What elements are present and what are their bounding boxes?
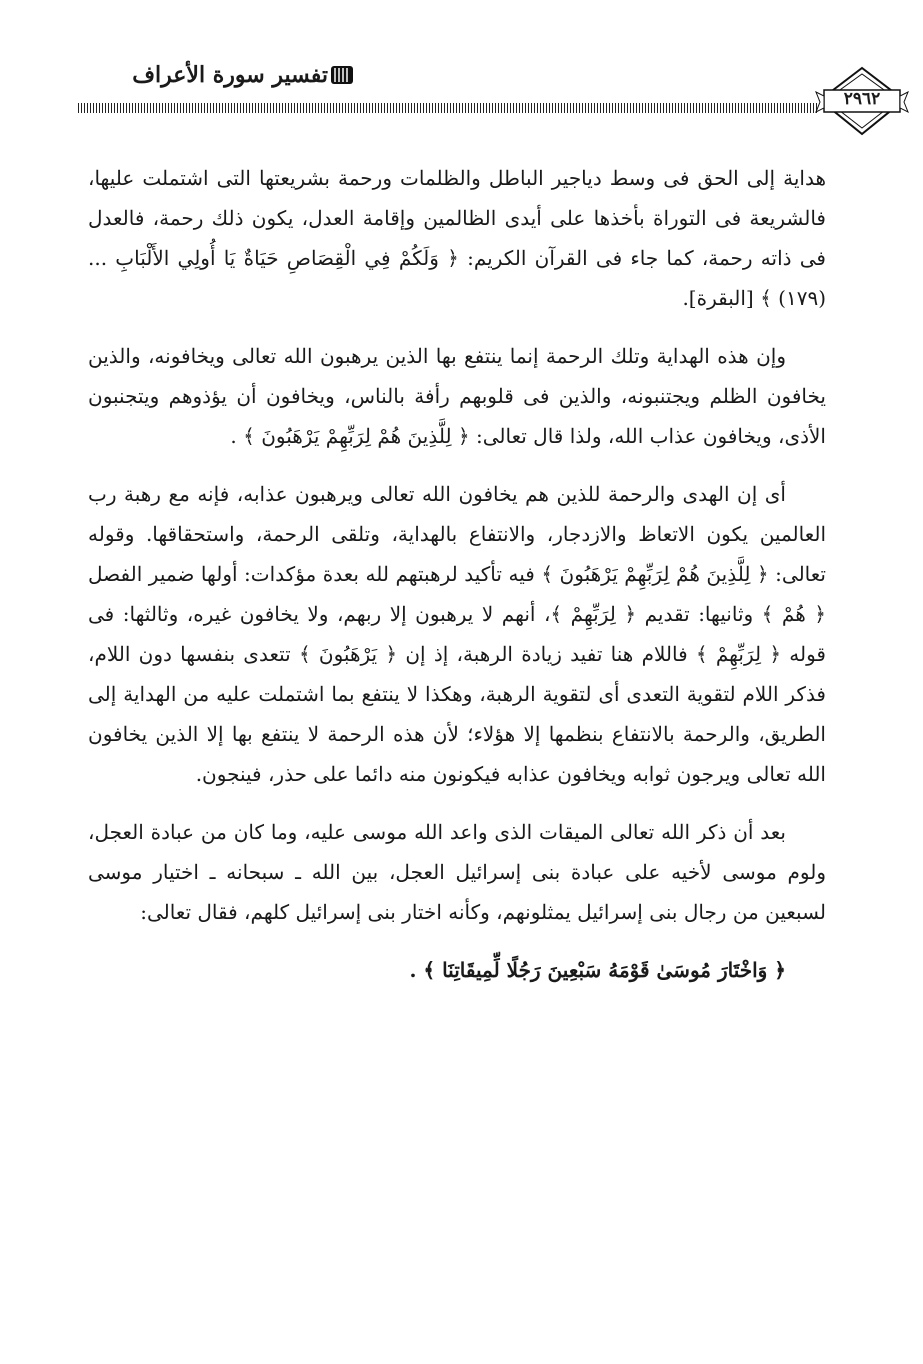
page-number-badge	[812, 62, 912, 142]
running-header-title: تفسير سورة الأعراف	[132, 62, 328, 88]
paragraph-2: وإن هذه الهداية وتلك الرحمة إنما ينتفع بها الذين يرهبون الله تعالى ويخافونه، والذين يخافون الظلم ويجتنبونه، والذين فى قلوبهم رأفة بالناس، ويخافون أن يؤذوهم ويتجنبون الأذى، ويخافون عذاب الله، ولذا قال تعالى: ﴿ لِلَّذِينَ هُمْ لِرَبِّهِمْ يَرْهَبُونَ ﴾ .	[88, 344, 826, 448]
paragraph-1: هداية إلى الحق فى وسط دياجير الباطل والظلمات ورحمة بشريعتها التى اشتملت عليها، فالشريعة فى التوراة بأخذها على أيدى الظالمين وإقامة العدل، يكون ذلك رحمة، فالعدل فى ذاته رحمة، كما جاء فى القرآن الكريم: ﴿ وَلَكُمْ فِي الْقِصَاصِ حَيَاةٌ يَا أُولِي الأَلْبَابِ ... (١٧٩) ﴾ [البقرة].	[88, 166, 826, 310]
page-number: ٢٩٦٢	[843, 89, 881, 109]
paragraph-4: بعد أن ذكر الله تعالى الميقات الذى واعد الله موسى عليه، وما كان من عبادة العجل، ولوم موسى لأخيه على عبادة بنى إسرائيل العجل، بين الله ـ سبحانه ـ اختيار موسى لسبعين من رجال بنى إسرائيل يمثلونهم، وكأنه اختار بنى إسرائيل كلهم، فقال تعالى:	[88, 820, 826, 924]
header-divider	[78, 103, 818, 113]
page-body	[88, 158, 826, 990]
paragraph-3: أى إن الهدى والرحمة للذين هم يخافون الله تعالى ويرهبون عذابه، فإنه مع رهبة رب العالمين يكون الاتعاظ والازدجار، والانتفاع بالهداية، وتلقى الرحمة، واستحقاقها. وقوله تعالى: ﴿ لِلَّذِينَ هُمْ لِرَبِّهِمْ يَرْهَبُونَ ﴾ فيه تأكيد لرهبتهم لله بعدة مؤكدات: أولها ضمير الفصل ﴿ هُمْ ﴾ وثانيها: تقديم ﴿ لِرَبِّهِمْ ﴾، أنهم لا يرهبون إلا ربهم، ولا يخافون غيره، وثالثها: فى قوله ﴿ لِرَبِّهِمْ ﴾ فاللام هنا تفيد زيادة الرهبة، إذ إن ﴿ يَرْهَبُونَ ﴾ تتعدى بنفسها دون اللام، فذكر اللام لتقوية التعدى أى لتقوية الرهبة، وهكذا لا ينتفع بما اشتملت عليه من الهداية إلى الطريق، والرحمة بالانتفاع بنظمها إلا هؤلاء؛ لأن هذه الرحمة لا ينتفع بها إلا الذين يخافون الله تعالى ويرجون ثوابه ويخافون عذابه فيكونون منه دائما على حذر، فينجون.	[88, 482, 826, 786]
closing-verse: ﴿ وَاخْتَارَ مُوسَىٰ قَوْمَهُ سَبْعِينَ رَجُلًا لِّمِيقَاتِنَا ﴾ .	[409, 958, 786, 982]
ornament-icon	[330, 64, 354, 86]
